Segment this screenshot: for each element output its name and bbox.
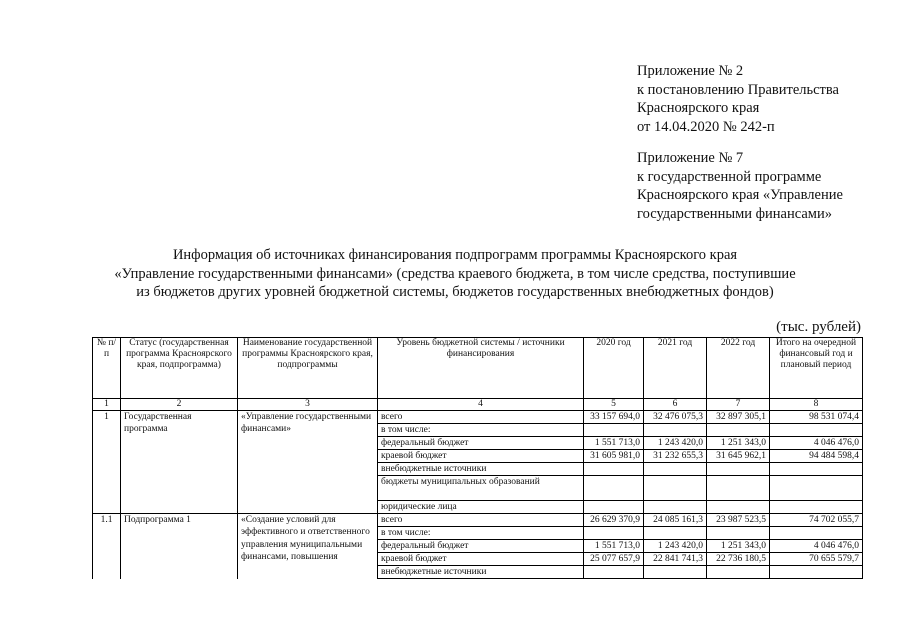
table-header-row — [93, 338, 863, 399]
source-cell: внебюджетные источники — [378, 566, 584, 579]
amount-cell — [584, 527, 644, 540]
amount-cell: 1 551 713,0 — [584, 540, 644, 553]
amount-cell: 24 085 161,3 — [644, 514, 707, 527]
amount-cell — [707, 424, 770, 437]
amount-cell: 1 251 343,0 — [707, 540, 770, 553]
header-cell-2020: 2020 год — [584, 338, 644, 399]
amount-cell: 4 046 476,0 — [770, 540, 863, 553]
row-status-cell: Государственная программа — [121, 411, 238, 514]
appendix-7-line: Красноярского края «Управление — [637, 187, 843, 203]
units-label: (тыс. рублей) — [776, 319, 861, 335]
amount-cell — [707, 476, 770, 501]
amount-cell: 22 841 741,3 — [644, 553, 707, 566]
appendix-7-line: государственными финансами» — [637, 205, 832, 222]
appendix-7-line: к государственной программе — [637, 168, 822, 185]
financing-table — [92, 337, 863, 579]
column-number-cell: 2 — [121, 399, 238, 411]
row-name-cell: «Управление государственными финансами» — [238, 411, 378, 514]
appendix-2-line: к постановлению Правительства — [637, 81, 839, 98]
amount-cell — [770, 527, 863, 540]
amount-cell: 26 629 370,9 — [584, 514, 644, 527]
amount-cell: 33 157 694,0 — [584, 411, 644, 424]
source-cell: краевой бюджет — [378, 553, 584, 566]
amount-cell: 25 077 657,9 — [584, 553, 644, 566]
header-cell-total: Итого на очередной финансовый год и плановый период — [770, 338, 863, 399]
row-number-cell: 1 — [93, 411, 121, 514]
column-number-cell: 6 — [644, 399, 707, 411]
amount-cell — [707, 527, 770, 540]
amount-cell — [644, 501, 707, 514]
row-number-cell: 1.1 — [93, 514, 121, 579]
amount-cell — [584, 463, 644, 476]
amount-cell — [644, 527, 707, 540]
title-line: Информация об источниках финансирования подпрограмм программы Красноярского края — [172, 247, 738, 263]
amount-cell — [644, 463, 707, 476]
amount-cell — [644, 476, 707, 501]
header-cell-2021: 2021 год — [644, 338, 707, 399]
amount-cell — [770, 424, 863, 437]
column-number-cell: 3 — [238, 399, 378, 411]
appendix-2-line: от 14.04.2020 № 242-п — [637, 118, 775, 135]
column-number-cell: 7 — [707, 399, 770, 411]
amount-cell: 74 702 055,7 — [770, 514, 863, 527]
amount-cell: 22 736 180,5 — [707, 553, 770, 566]
title-line: из бюджетов других уровней бюджетной системы, бюджетов государственных внебюджетных фондов) — [136, 284, 774, 300]
header-cell-status: Статус (государственная программа Красноярского края, подпрограмма) — [121, 338, 238, 399]
amount-cell — [707, 566, 770, 579]
amount-cell: 1 551 713,0 — [584, 437, 644, 450]
amount-cell — [770, 566, 863, 579]
amount-cell: 31 232 655,3 — [644, 450, 707, 463]
amount-cell — [707, 501, 770, 514]
appendix-7-block — [637, 149, 843, 223]
appendix-7-line: Приложение № 7 — [637, 150, 744, 166]
header-cell-num: № п/п — [93, 338, 121, 399]
title-line: «Управление государственными финансами» (средства краевого бюджета, в том числе средства, поступившие — [114, 265, 796, 282]
appendix-2-line: Приложение № 2 — [637, 63, 744, 79]
source-cell: краевой бюджет — [378, 450, 584, 463]
amount-cell: 32 897 305,1 — [707, 411, 770, 424]
amount-cell: 31 605 981,0 — [584, 450, 644, 463]
row-status-cell: Подпрограмма 1 — [121, 514, 238, 579]
header-cell-name: Наименование государственной программы Красноярского края, подпрограммы — [238, 338, 378, 399]
amount-cell: 1 243 420,0 — [644, 540, 707, 553]
amount-cell — [584, 476, 644, 501]
amount-cell — [644, 566, 707, 579]
source-cell: всего — [378, 514, 584, 527]
appendix-2-line: Красноярского края — [637, 100, 760, 116]
column-number-row — [93, 399, 863, 411]
table-row — [93, 411, 863, 424]
source-cell: федеральный бюджет — [378, 437, 584, 450]
document-title — [60, 246, 850, 302]
amount-cell — [707, 463, 770, 476]
source-cell: федеральный бюджет — [378, 540, 584, 553]
amount-cell — [584, 566, 644, 579]
amount-cell: 23 987 523,5 — [707, 514, 770, 527]
amount-cell: 98 531 074,4 — [770, 411, 863, 424]
column-number-cell: 1 — [93, 399, 121, 411]
amount-cell: 1 251 343,0 — [707, 437, 770, 450]
source-cell: в том числе: — [378, 424, 584, 437]
amount-cell: 70 655 579,7 — [770, 553, 863, 566]
amount-cell — [770, 476, 863, 501]
appendix-2-block — [637, 62, 839, 136]
source-cell: всего — [378, 411, 584, 424]
amount-cell: 31 645 962,1 — [707, 450, 770, 463]
amount-cell — [770, 501, 863, 514]
source-cell: юридические лица — [378, 501, 584, 514]
header-cell-2022: 2022 год — [707, 338, 770, 399]
amount-cell: 1 243 420,0 — [644, 437, 707, 450]
table-row — [93, 514, 863, 527]
amount-cell — [644, 424, 707, 437]
column-number-cell: 4 — [378, 399, 584, 411]
row-name-cell: «Создание условий для эффективного и ответственного управления муниципальными финансами, повышения — [238, 514, 378, 579]
source-cell: внебюджетные источники — [378, 463, 584, 476]
amount-cell — [584, 501, 644, 514]
amount-cell — [584, 424, 644, 437]
amount-cell: 32 476 075,3 — [644, 411, 707, 424]
amount-cell: 94 484 598,4 — [770, 450, 863, 463]
column-number-cell: 5 — [584, 399, 644, 411]
source-cell: в том числе: — [378, 527, 584, 540]
source-cell: бюджеты муниципальных образований — [378, 476, 584, 501]
header-cell-level: Уровень бюджетной системы / источники финансирования — [378, 338, 584, 399]
amount-cell — [770, 463, 863, 476]
amount-cell: 4 046 476,0 — [770, 437, 863, 450]
column-number-cell: 8 — [770, 399, 863, 411]
